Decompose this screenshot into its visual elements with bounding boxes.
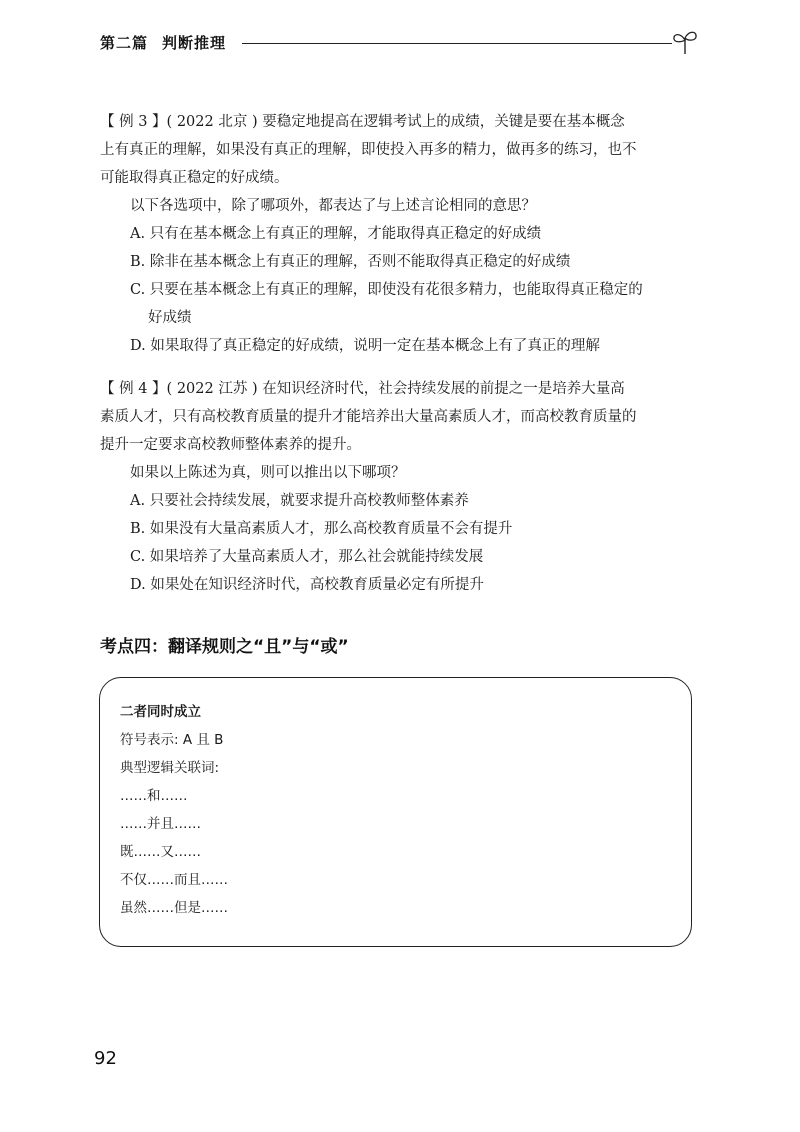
example-3-option-c-continuation: 好成绩 bbox=[148, 310, 192, 326]
connective-item: 既……又…… bbox=[120, 844, 201, 860]
example-3-option-d: D. 如果取得了真正稳定的好成绩，说明一定在基本概念上有了真正的理解 bbox=[130, 338, 600, 354]
header-part: 第二篇 bbox=[100, 34, 149, 52]
example-3-option-b: B. 除非在基本概念上有真正的理解，否则不能取得真正稳定的好成绩 bbox=[130, 254, 571, 270]
rule-box-content bbox=[120, 698, 228, 922]
example-3-line: 可能取得真正稳定的好成绩。 bbox=[100, 170, 289, 186]
example-3-line: 上有真正的理解，如果没有真正的理解，即使投入再多的精力，做再多的练习，也不 bbox=[100, 142, 637, 158]
example-4-option-a: A. 只要社会持续发展，就要求提升高校教师整体素养 bbox=[130, 493, 469, 509]
connective-item: ……并且…… bbox=[120, 816, 201, 832]
header-section-title: 判断推理 bbox=[162, 34, 227, 52]
connective-item: 不仅……而且…… bbox=[120, 872, 228, 888]
rule-box bbox=[99, 677, 692, 947]
example-4-option-b: B. 如果没有大量高素质人才，那么高校教育质量不会有提升 bbox=[130, 521, 513, 537]
sprout-icon bbox=[670, 28, 700, 56]
rule-box-symbol: 符号表示: A 且 B bbox=[120, 732, 224, 748]
rule-box-connectives-label: 典型逻辑关联词: bbox=[120, 760, 220, 776]
example-3-option-c: C. 只要在基本概念上有真正的理解，即使没有花很多精力，也能取得真正稳定的 bbox=[130, 282, 643, 298]
header-rule bbox=[242, 43, 672, 44]
example-4-line: 【 例 4 】( 2022 江苏 ) 在知识经济时代，社会持续发展的前提之一是培养大量高 bbox=[100, 381, 625, 397]
running-header bbox=[100, 28, 700, 58]
connective-item: ……和…… bbox=[120, 788, 188, 804]
example-4 bbox=[100, 375, 700, 599]
example-3-question: 以下各选项中，除了哪项外，都表达了与上述言论相同的意思？ bbox=[130, 198, 536, 214]
example-4-line: 提升一定要求高校教师整体素养的提升。 bbox=[100, 437, 361, 453]
section-heading: 考点四：翻译规则之“且”与“或” bbox=[100, 637, 349, 657]
page-number: 92 bbox=[94, 1048, 117, 1069]
example-3-line: 【 例 3 】( 2022 北京 ) 要稳定地提高在逻辑考试上的成绩，关键是要在基本概念 bbox=[100, 114, 625, 130]
rule-box-title: 二者同时成立 bbox=[120, 704, 201, 720]
example-4-option-c: C. 如果培养了大量高素质人才，那么社会就能持续发展 bbox=[130, 549, 484, 565]
example-3 bbox=[100, 108, 700, 360]
example-4-option-d: D. 如果处在知识经济时代，高校教育质量必定有所提升 bbox=[130, 577, 484, 593]
example-4-question: 如果以上陈述为真，则可以推出以下哪项？ bbox=[130, 465, 406, 481]
header-title bbox=[100, 32, 240, 53]
connective-item: 虽然……但是…… bbox=[120, 900, 228, 916]
example-3-option-a: A. 只有在基本概念上有真正的理解，才能取得真正稳定的好成绩 bbox=[130, 226, 542, 242]
example-4-line: 素质人才，只有高校教育质量的提升才能培养出大量高素质人才，而高校教育质量的 bbox=[100, 409, 637, 425]
